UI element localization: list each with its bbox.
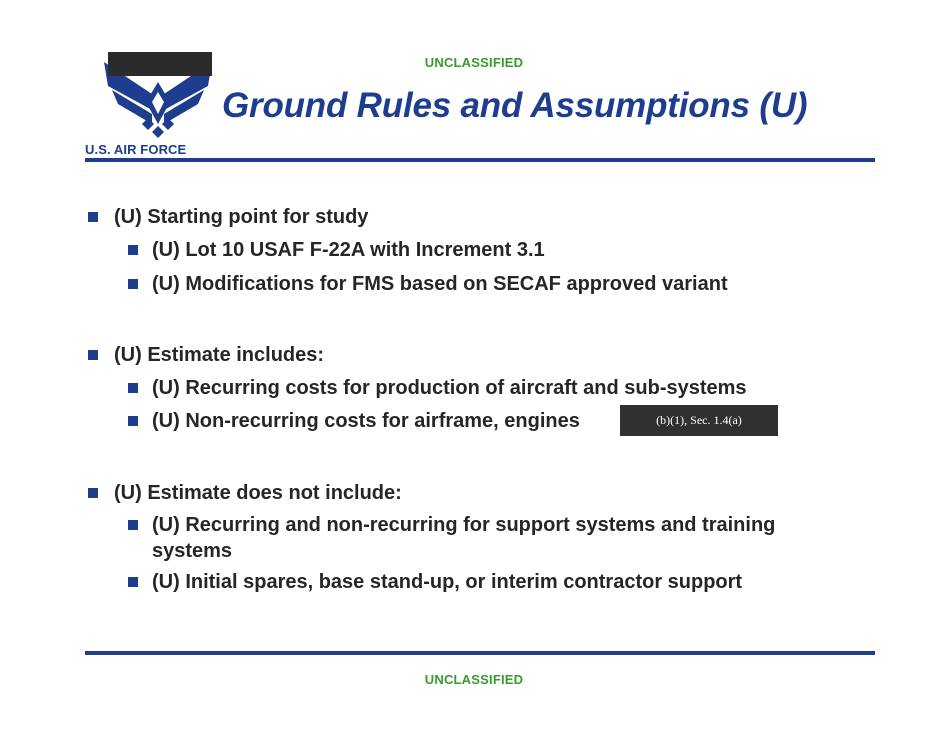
logo-redaction-block: [108, 52, 212, 76]
redaction-block: (b)(1), Sec. 1.4(a): [620, 405, 778, 436]
bullet-square-icon: [128, 520, 138, 530]
bullet-square-icon: [88, 350, 98, 360]
section-heading: (U) Estimate does not include:: [114, 482, 402, 504]
bullet-square-icon: [88, 212, 98, 222]
bullet-square-icon: [88, 488, 98, 498]
logo-text: U.S. AIR FORCE: [85, 142, 187, 157]
bottom-divider: [85, 651, 875, 655]
bullet-square-icon: [128, 416, 138, 426]
list-item: (U) Initial spares, base stand-up, or interim contractor support: [152, 571, 743, 593]
bullet-square-icon: [128, 245, 138, 255]
list-item: (U) Non-recurring costs for airframe, engines: [152, 410, 580, 432]
section-heading: (U) Starting point for study: [114, 206, 369, 228]
list-item: (U) Lot 10 USAF F-22A with Increment 3.1: [152, 239, 545, 261]
classification-banner-top: UNCLASSIFIED: [424, 55, 524, 70]
bullet-square-icon: [128, 383, 138, 393]
list-item: (U) Recurring costs for production of aircraft and sub-systems: [152, 377, 747, 399]
section-heading: (U) Estimate includes:: [114, 344, 325, 366]
page-title: Ground Rules and Assumptions (U): [222, 86, 808, 125]
classification-banner-bottom: UNCLASSIFIED: [424, 672, 524, 687]
top-divider: [85, 158, 875, 162]
bullet-square-icon: [128, 279, 138, 289]
list-item: (U) Modifications for FMS based on SECAF approved variant: [152, 273, 728, 295]
list-item: (U) Recurring and non-recurring for support systems and training: [152, 514, 776, 536]
list-item-continuation: systems: [152, 540, 233, 562]
bullet-square-icon: [128, 577, 138, 587]
